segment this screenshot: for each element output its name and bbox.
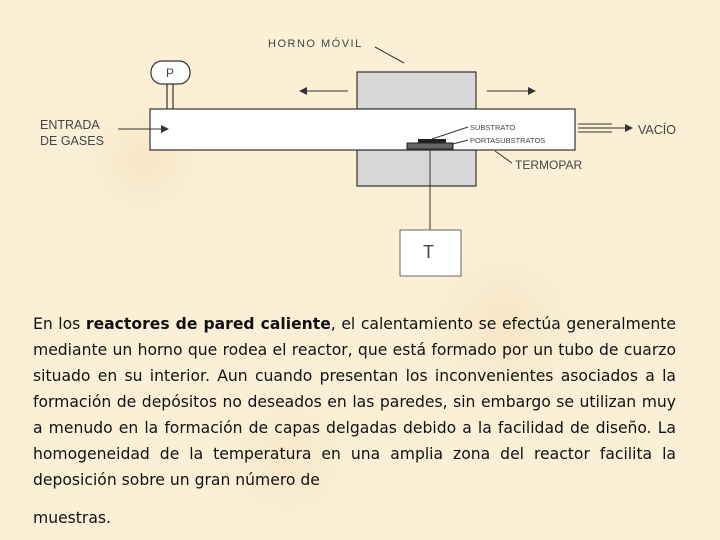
vacuum-label: VACÍO: [638, 123, 676, 137]
thermocouple-label: TERMOPAR: [515, 158, 583, 172]
temperature-label: T: [423, 242, 434, 262]
substrate-label: SUBSTRATO: [470, 123, 516, 132]
paragraph-intro: En los: [33, 315, 81, 333]
substrate-holder: [407, 143, 453, 149]
gas-inlet-label-line1: ENTRADA: [40, 118, 100, 132]
furnace-upper-block: [357, 72, 476, 109]
paragraph-last-word: muestras.: [33, 509, 111, 527]
thermocouple-pointer: [495, 151, 512, 163]
substrate-holder-label: PORTASUBSTRATOS: [470, 136, 546, 145]
furnace-label: HORNO MÓVIL: [268, 38, 363, 50]
description-paragraph: [33, 311, 676, 531]
paragraph-bold-term: reactores de pared caliente: [85, 315, 331, 333]
gas-inlet-label-line2: DE GASES: [40, 134, 104, 148]
substrate: [418, 139, 446, 143]
furnace-lower-block: [357, 150, 476, 186]
paragraph-body: , el calentamiento se efectúa generalmente mediante un horno que rodea el reactor, que está formado por un tubo de cuarzo situado en su interior. Aun cuando presentan los inconvenientes asociados a la formación de depósitos no deseados en las paredes, sin embargo se utilizan muy a menudo en la formación de capas delgadas debido a la facilidad de diseño. La homogeneidad de la temperatura en una amplia zona del reactor facilita la deposición sobre un gran número de: [33, 315, 676, 489]
pressure-label: P: [166, 66, 175, 80]
furnace-pointer-line: [375, 47, 404, 63]
